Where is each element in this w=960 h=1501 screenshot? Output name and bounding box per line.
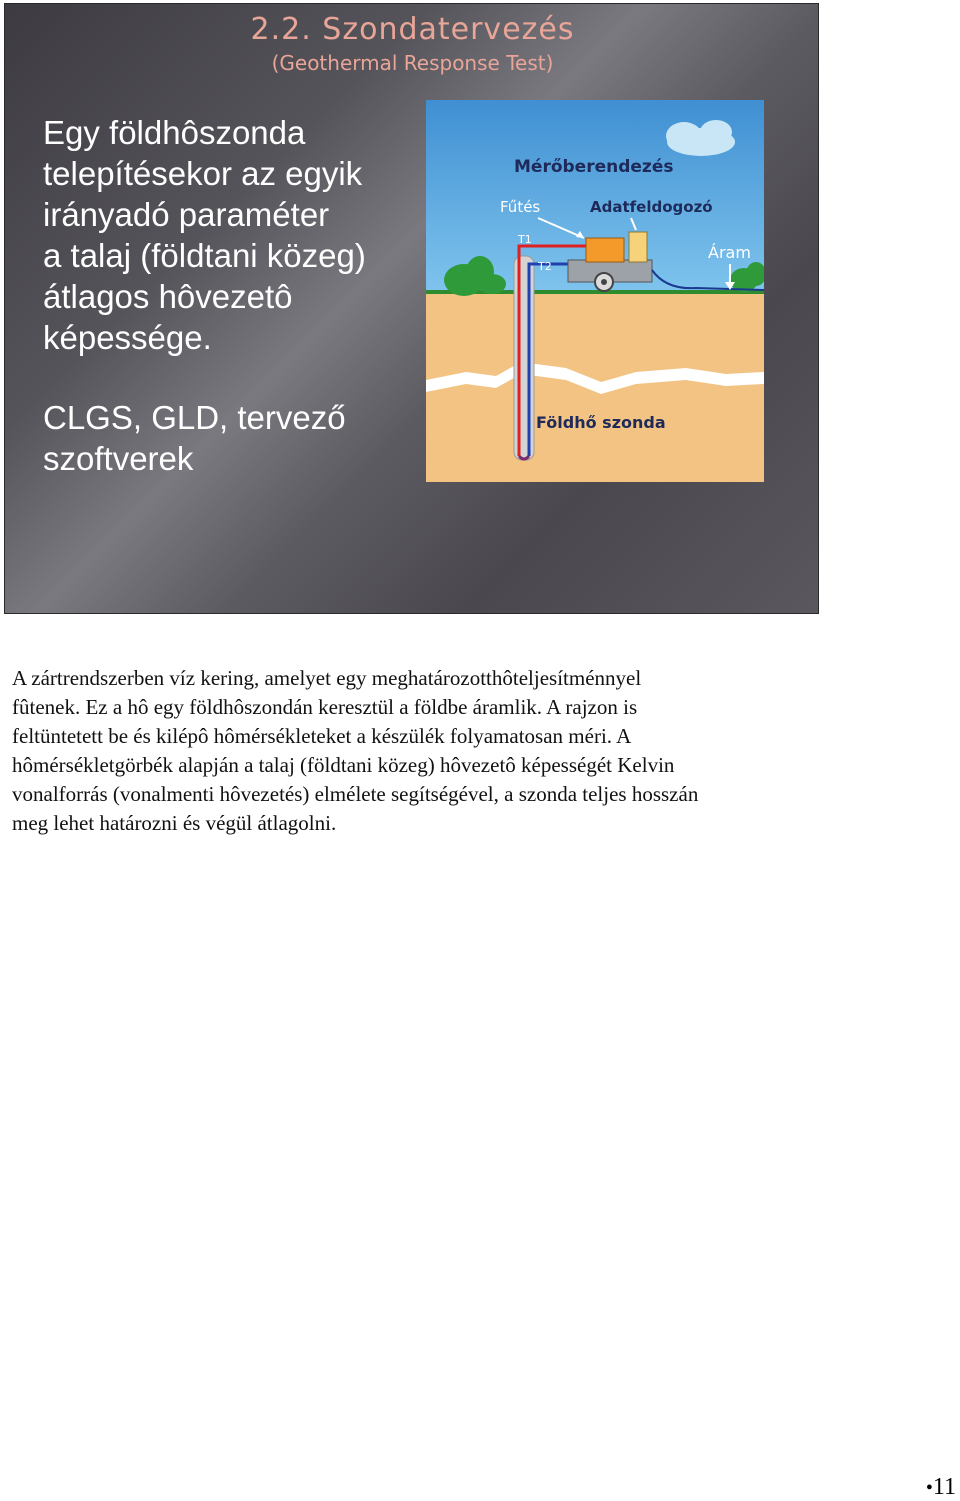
trailer-hub [601, 279, 607, 285]
label-heating: Fűtés [500, 198, 541, 216]
page-number [926, 1474, 956, 1501]
paragraph-line: vonalforrás (vonalmenti hôvezetés) elmélete segítségével, a szonda teljes hosszán [12, 782, 699, 806]
slide-title: 2.2. Szondatervezés [250, 12, 575, 47]
bullet-line: CLGS, GLD, tervező [43, 399, 346, 436]
grt-diagram [426, 100, 764, 482]
grt-diagram-svg [426, 100, 764, 482]
bullet-line: átlagos hôvezetô [43, 278, 293, 315]
label-t2: T2 [538, 260, 552, 273]
processor-box [629, 232, 647, 262]
paragraph-line: hômérsékletgörbék alapján a talaj (földtani közeg) hôvezetô képességét Kelvin [12, 753, 675, 777]
bullet-line: Egy földhôszonda [43, 114, 306, 151]
label-t1: T1 [518, 233, 532, 246]
paragraph-line: fûtenek. Ez a hô egy földhôszondán keresztül a földbe áramlik. A rajzon is [12, 695, 638, 719]
heater-box [586, 238, 624, 262]
page-bullet: • [925, 1477, 933, 1499]
bullet-line: szoftverek [43, 440, 194, 477]
page-number-value: 11 [932, 1474, 956, 1500]
label-probe: Földhő szonda [536, 413, 666, 432]
bullet-line: képessége. [43, 319, 212, 356]
bullet-software [43, 397, 413, 479]
label-current: Áram [708, 243, 751, 262]
bullet-line: telepítésekor az egyik [43, 155, 363, 192]
bullet-line: irányadó paraméter [43, 196, 330, 233]
label-equipment: Mérőberendezés [514, 157, 674, 177]
description-paragraph [12, 664, 832, 838]
paragraph-line: feltüntetett be és kilépô hômérsékleteket a készülék folyamatosan méri. A [12, 724, 632, 748]
bullet-thermal-conductivity [43, 112, 413, 358]
paragraph-line: meg lehet határozni és végül átlagolni. [12, 811, 337, 835]
label-processor: Adatfeldogozó [590, 198, 713, 216]
paragraph-line: A zártrendszerben víz kering, amelyet egy meghatározotthôteljesítménnyel [12, 666, 642, 690]
slide-subtitle: (Geothermal Response Test) [271, 51, 554, 75]
presentation-slide [4, 3, 819, 614]
bullet-line: a talaj (földtani közeg) [43, 237, 366, 274]
borehole [514, 256, 534, 460]
